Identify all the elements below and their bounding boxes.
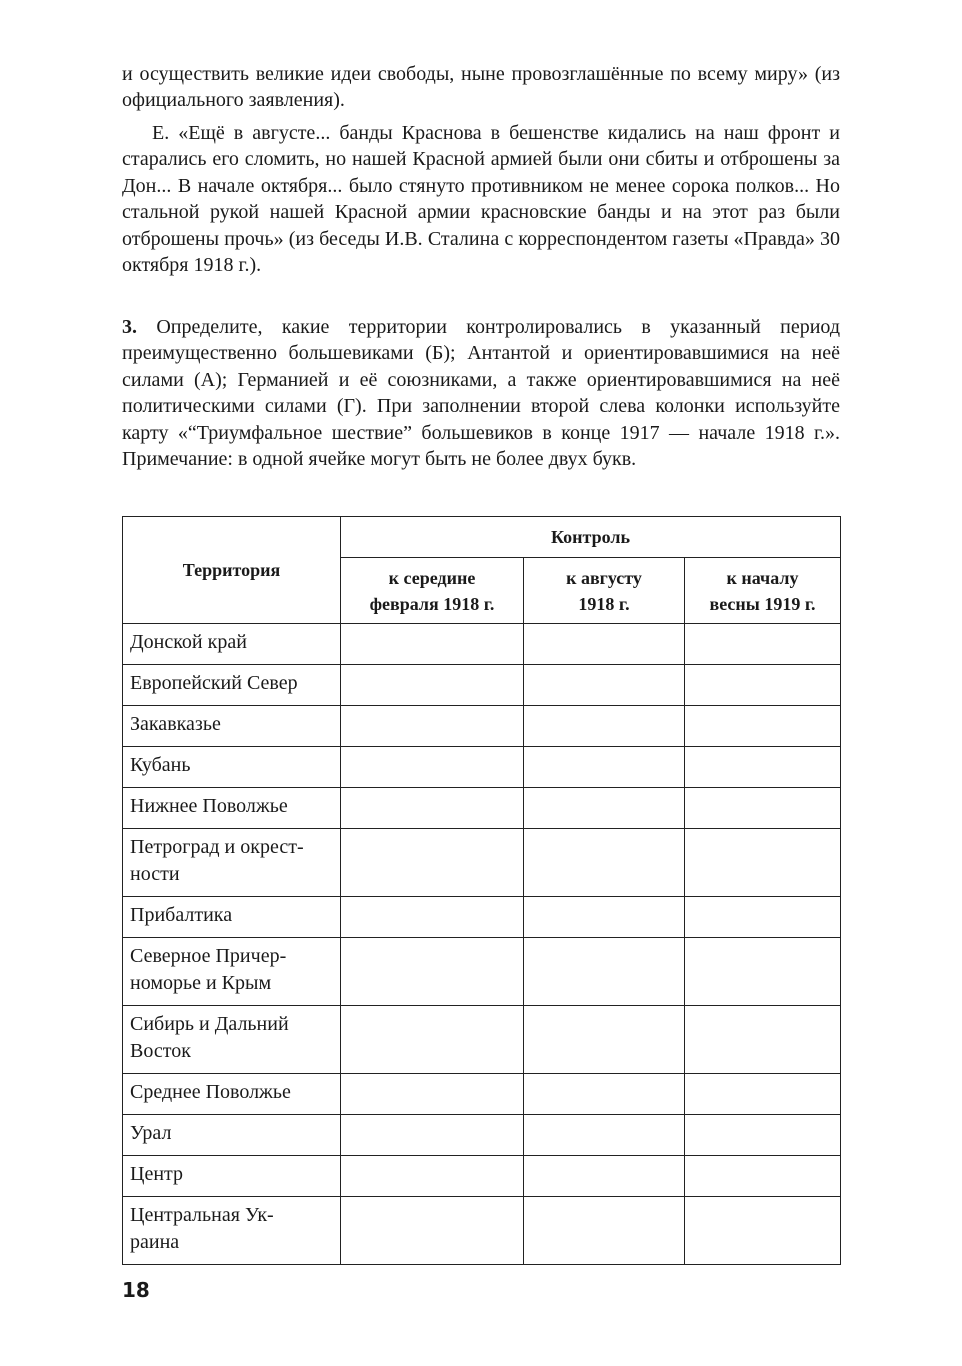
- answer-cell-aug-1918[interactable]: [524, 1115, 685, 1156]
- territory-name: [123, 1156, 341, 1197]
- table-row: [123, 1156, 841, 1197]
- answer-cell-feb-1918[interactable]: [341, 1115, 524, 1156]
- territory-line: Нижнее Поволжье: [130, 795, 288, 817]
- answer-cell-aug-1918[interactable]: [524, 706, 685, 747]
- header-line: весны 1919 г.: [709, 593, 816, 614]
- answer-cell-aug-1918[interactable]: [524, 938, 685, 1006]
- answer-cell-feb-1918[interactable]: [341, 747, 524, 788]
- territory-line: Кубань: [130, 754, 191, 776]
- answer-cell-spring-1919[interactable]: [685, 624, 841, 665]
- paragraph-continuation: и осуществить великие идеи свободы, ныне провозглашённые по всему миру» (из официального заявления).: [122, 63, 840, 112]
- answer-cell-aug-1918[interactable]: [524, 665, 685, 706]
- territory-line: Восток: [130, 1040, 191, 1062]
- answer-cell-aug-1918[interactable]: [524, 1006, 685, 1074]
- territory-name: [123, 788, 341, 829]
- answer-cell-aug-1918[interactable]: [524, 624, 685, 665]
- territory-line: Центральная Ук-: [130, 1204, 274, 1226]
- page-number: 18: [122, 1278, 150, 1302]
- territory-line: Прибалтика: [130, 904, 233, 926]
- answer-cell-aug-1918[interactable]: [524, 897, 685, 938]
- territory-name: [123, 747, 341, 788]
- territory-line: номорье и Крым: [130, 972, 272, 994]
- territory-line: Среднее Поволжье: [130, 1081, 291, 1103]
- answer-cell-feb-1918[interactable]: [341, 624, 524, 665]
- territory-line: Донской край: [130, 631, 247, 653]
- answer-cell-feb-1918[interactable]: [341, 1197, 524, 1265]
- header-line: к августу: [566, 567, 642, 588]
- answer-cell-aug-1918[interactable]: [524, 747, 685, 788]
- answer-cell-spring-1919[interactable]: [685, 829, 841, 897]
- territory-name: [123, 829, 341, 897]
- territory-line: ности: [130, 863, 180, 885]
- answer-cell-spring-1919[interactable]: [685, 665, 841, 706]
- answer-cell-spring-1919[interactable]: [685, 1074, 841, 1115]
- territory-name: [123, 706, 341, 747]
- answer-cell-feb-1918[interactable]: [341, 706, 524, 747]
- answer-cell-spring-1919[interactable]: [685, 897, 841, 938]
- territory-name: [123, 897, 341, 938]
- answer-cell-spring-1919[interactable]: [685, 1115, 841, 1156]
- territory-line: Закавказье: [130, 713, 221, 735]
- header-territory: Территория: [123, 517, 341, 624]
- table-row: [123, 747, 841, 788]
- territory-name: [123, 1074, 341, 1115]
- header-line: к середине: [388, 567, 476, 588]
- answer-cell-feb-1918[interactable]: [341, 665, 524, 706]
- answer-cell-spring-1919[interactable]: [685, 747, 841, 788]
- territory-name: [123, 938, 341, 1006]
- answer-cell-aug-1918[interactable]: [524, 1074, 685, 1115]
- answer-cell-feb-1918[interactable]: [341, 788, 524, 829]
- answer-cell-spring-1919[interactable]: [685, 706, 841, 747]
- answer-cell-aug-1918[interactable]: [524, 1156, 685, 1197]
- territory-line: Сибирь и Дальний: [130, 1013, 289, 1035]
- table-row: [123, 624, 841, 665]
- table-row: [123, 706, 841, 747]
- territory-line: Урал: [130, 1122, 172, 1144]
- answer-cell-feb-1918[interactable]: [341, 1156, 524, 1197]
- answer-cell-feb-1918[interactable]: [341, 1006, 524, 1074]
- territory-name: [123, 1115, 341, 1156]
- table-row: [123, 788, 841, 829]
- answer-cell-aug-1918[interactable]: [524, 788, 685, 829]
- header-line: 1918 г.: [578, 593, 630, 614]
- table-row: [123, 665, 841, 706]
- task-text: Определите, какие территории контролировались в указанный период преимущественно большевиками (Б); Антантой и ориентировавшимися на неё силами (А); Германией и её союзниками, а также ориентировавшимися на неё политическими силами (Г). При заполнении второй слева колонки используйте карту «“Триумфальное шествие” большевиков в конце 1917 — начале 1918 г.». Примечание: в одной ячейке могут быть не более двух букв.: [122, 316, 841, 471]
- answer-cell-spring-1919[interactable]: [685, 1156, 841, 1197]
- header-control: Контроль: [341, 517, 841, 558]
- territory-line: Петроград и окрест-: [130, 836, 304, 858]
- answer-cell-feb-1918[interactable]: [341, 1074, 524, 1115]
- answer-cell-feb-1918[interactable]: [341, 829, 524, 897]
- task-number: 3.: [122, 316, 137, 338]
- territory-line: Центр: [130, 1163, 184, 1185]
- territory-name: [123, 665, 341, 706]
- header-line: к началу: [726, 567, 799, 588]
- table-row: [123, 897, 841, 938]
- territory-name: [123, 1006, 341, 1074]
- territory-line: Европейский Север: [130, 672, 298, 694]
- control-table: [122, 516, 841, 1265]
- answer-cell-spring-1919[interactable]: [685, 788, 841, 829]
- header-mid-february-1918: [341, 558, 524, 624]
- territory-name: [123, 624, 341, 665]
- task-3-instructions: [122, 314, 840, 472]
- paragraph-excerpt-e: Е. «Ещё в августе... банды Краснова в бешенстве кидались на наш фронт и старались его сломить, но нашей Красной армией были они сбиты и отброшены за Дон... В начале октября... было стянуто противником не менее сорока полков... Но стальной рукой нашей Красной армии красновские банды и на этот раз были отброшены прочь» (из беседы И.В. Сталина с корреспондентом газеты «Правда» 30 октября 1918 г.).: [122, 122, 840, 277]
- answer-cell-feb-1918[interactable]: [341, 938, 524, 1006]
- table-row: [123, 829, 841, 897]
- table-row: [123, 1197, 841, 1265]
- territory-line: Северное Причер-: [130, 945, 287, 967]
- answer-cell-spring-1919[interactable]: [685, 1006, 841, 1074]
- territory-line: раина: [130, 1231, 180, 1253]
- header-august-1918: [524, 558, 685, 624]
- table-row: [123, 1074, 841, 1115]
- table-row: [123, 1115, 841, 1156]
- answer-cell-spring-1919[interactable]: [685, 938, 841, 1006]
- header-spring-1919: [685, 558, 841, 624]
- answer-cell-feb-1918[interactable]: [341, 897, 524, 938]
- answer-cell-aug-1918[interactable]: [524, 829, 685, 897]
- answer-cell-aug-1918[interactable]: [524, 1197, 685, 1265]
- territory-name: [123, 1197, 341, 1265]
- table-row: [123, 1006, 841, 1074]
- table-row: [123, 938, 841, 1006]
- header-line: февраля 1918 г.: [369, 593, 495, 614]
- answer-cell-spring-1919[interactable]: [685, 1197, 841, 1265]
